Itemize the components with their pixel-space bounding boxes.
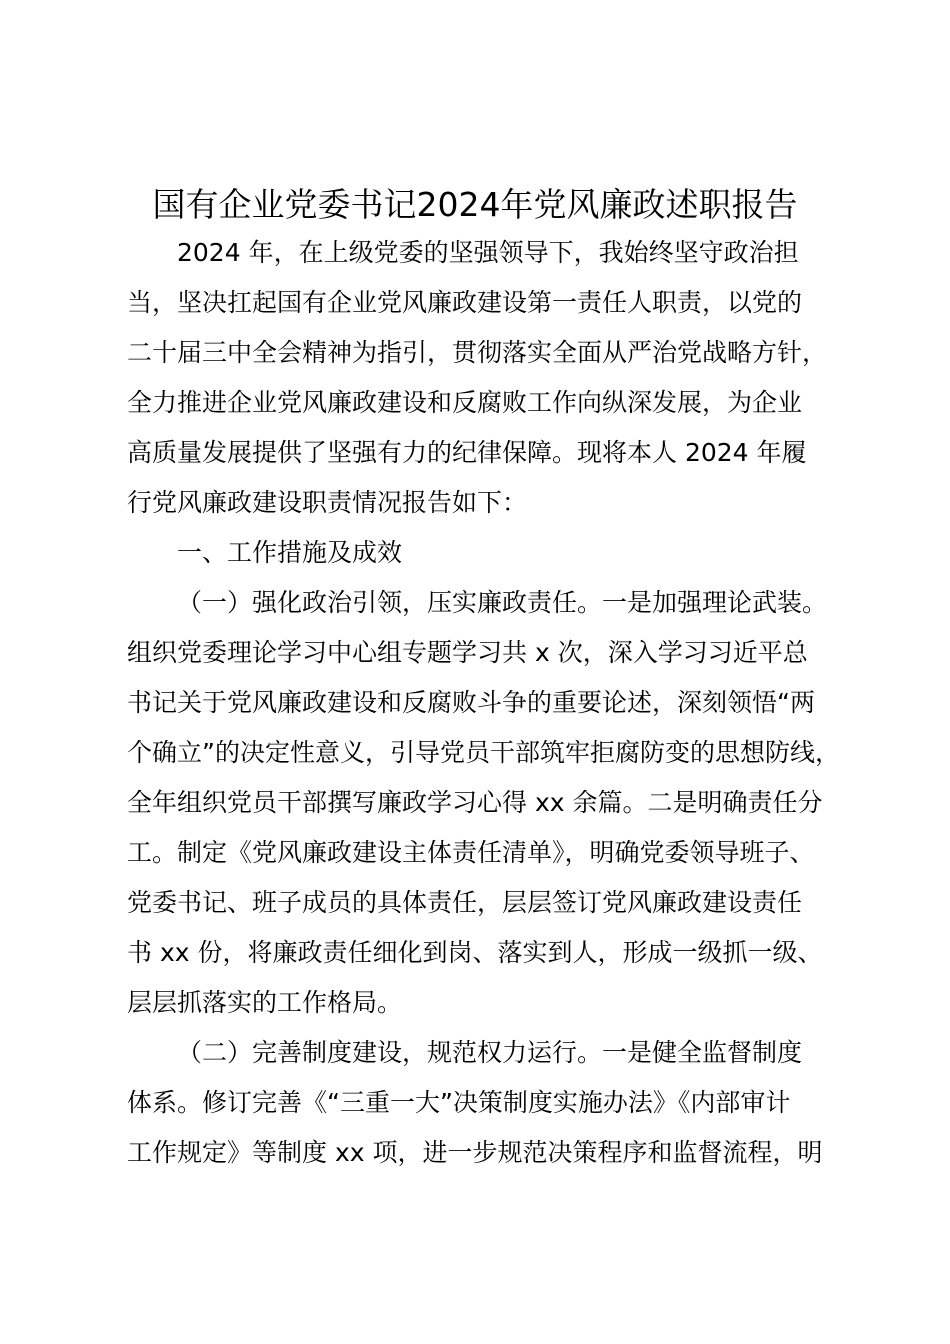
paragraph-line: 全年组织党员干部撰写廉政学习心得 xx 余篇。二是明确责任分 <box>127 788 823 817</box>
paragraph-line: 书 xx 份，将廉政责任细化到岗、落实到人，形成一级抓一级、 <box>127 938 823 967</box>
paragraph-line: 2024 年，在上级党委的坚强领导下，我始终坚守政治担 <box>177 238 799 267</box>
paragraph-line: 书记关于党风廉政建设和反腐败斗争的重要论述，深刻领悟“两 <box>127 688 815 717</box>
paragraph-line: 个确立”的决定性意义，引导党员干部筑牢拒腐防变的思想防线， <box>127 738 840 767</box>
paragraph-line: 全力推进企业党风廉政建设和反腐败工作向纵深发展，为企业 <box>127 388 803 417</box>
paragraph-line: 工。制定《党风廉政建设主体责任清单》，明确党委领导班子、 <box>127 838 815 867</box>
paragraph-line: 当，坚决扛起国有企业党风廉政建设第一责任人职责，以党的 <box>127 288 803 317</box>
paragraph-line: 二十届三中全会精神为指引，贯彻落实全面从严治党战略方针， <box>127 338 828 367</box>
paragraph-line: 体系。修订完善《“三重一大”决策制度实施办法》《内部审计 <box>127 1088 791 1117</box>
document-title: 国有企业党委书记2024年党风廉政述职报告 <box>152 185 798 224</box>
paragraph-line: （二）完善制度建设，规范权力运行。一是健全监督制度 <box>177 1038 803 1067</box>
paragraph-line: 高质量发展提供了坚强有力的纪律保障。现将本人 2024 年履 <box>127 438 807 467</box>
paragraph-line: 组织党委理论学习中心组专题学习共 x 次，深入学习习近平总 <box>127 638 808 667</box>
paragraph-line: 党委书记、班子成员的具体责任，层层签订党风廉政建设责任 <box>127 888 803 917</box>
paragraph-line: （一）强化政治引领，压实廉政责任。一是加强理论武装。 <box>177 588 828 617</box>
paragraph-line: 工作规定》等制度 xx 项，进一步规范决策程序和监督流程，明 <box>127 1138 823 1167</box>
paragraph-line: 层层抓落实的工作格局。 <box>127 988 403 1017</box>
paragraph-line: 行党风廉政建设职责情况报告如下： <box>127 488 528 517</box>
section-heading: 一、工作措施及成效 <box>177 538 403 567</box>
